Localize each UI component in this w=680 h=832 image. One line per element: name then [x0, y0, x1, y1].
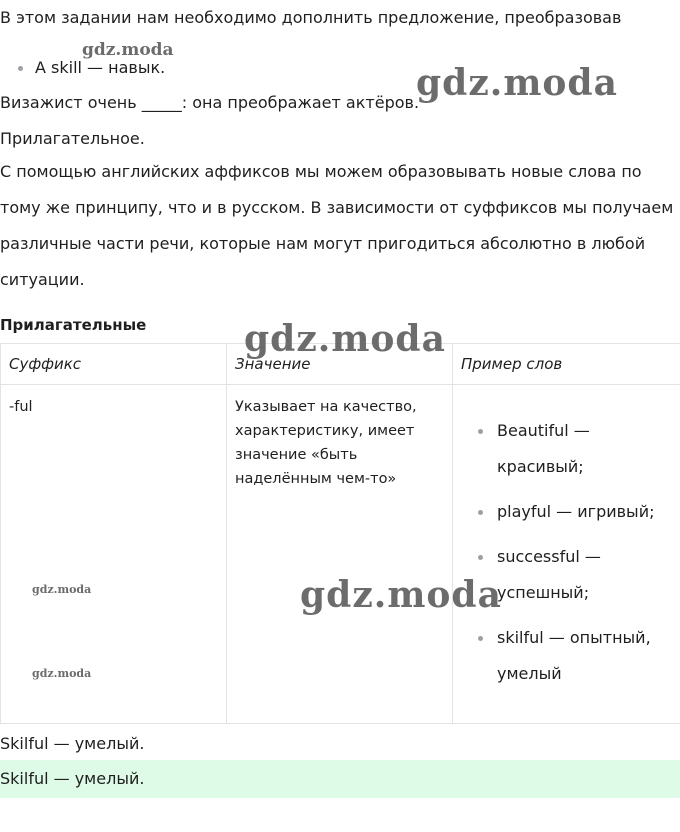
watermark-logo: gdz.moda [32, 667, 92, 680]
cell-examples [453, 385, 680, 724]
answer-highlight [0, 760, 680, 798]
explanation-line: различные части речи, которые нам могут пригодиться абсолютно в любой [0, 234, 646, 253]
header-examples: Пример слов [453, 344, 680, 385]
header-suffix: Суффикс [1, 344, 227, 385]
header-meaning: Значение [227, 344, 453, 385]
cell-meaning [227, 385, 453, 724]
watermark-logo: gdz.moda [244, 318, 446, 360]
meaning-value: Указывает на качество, характеристику, имеет значение «быть наделённым чем-то» [235, 399, 417, 487]
answer-text: Skilful — умелый. [0, 734, 145, 753]
suffix-value: -ful [9, 399, 33, 415]
section-heading: Прилагательные [0, 316, 147, 334]
bullet-icon [18, 66, 23, 71]
list-item: Beautiful — красивый; [497, 413, 627, 485]
word-item: A skill — навык. [35, 58, 166, 77]
part-of-speech: Прилагательное. [0, 129, 145, 148]
examples-list [461, 413, 672, 692]
list-item: playful — игривый; [497, 494, 672, 530]
list-item: skilful — опытный, умелый [497, 620, 667, 692]
list-item: successful — успешный; [497, 539, 627, 611]
explanation-line: С помощью английских аффиксов мы можем образовывать новые слова по [0, 162, 642, 181]
watermark-logo: gdz.moda [416, 62, 618, 104]
answer-highlight-text: Skilful — умелый. [0, 769, 145, 788]
watermark-logo: gdz.moda [82, 40, 174, 60]
intro-text: В этом задании нам необходимо дополнить предложение, преобразовав [0, 8, 622, 27]
explanation-line: ситуации. [0, 270, 85, 289]
suffix-table [0, 343, 680, 724]
watermark-logo: gdz.moda [32, 583, 92, 596]
table-row [1, 385, 680, 724]
watermark-logo: gdz.moda [300, 574, 502, 616]
explanation-line: тому же принципу, что и в русском. В зависимости от суффиксов мы получаем [0, 198, 674, 217]
task-sentence: Визажист очень _____: она преображает актёров. [0, 93, 420, 112]
